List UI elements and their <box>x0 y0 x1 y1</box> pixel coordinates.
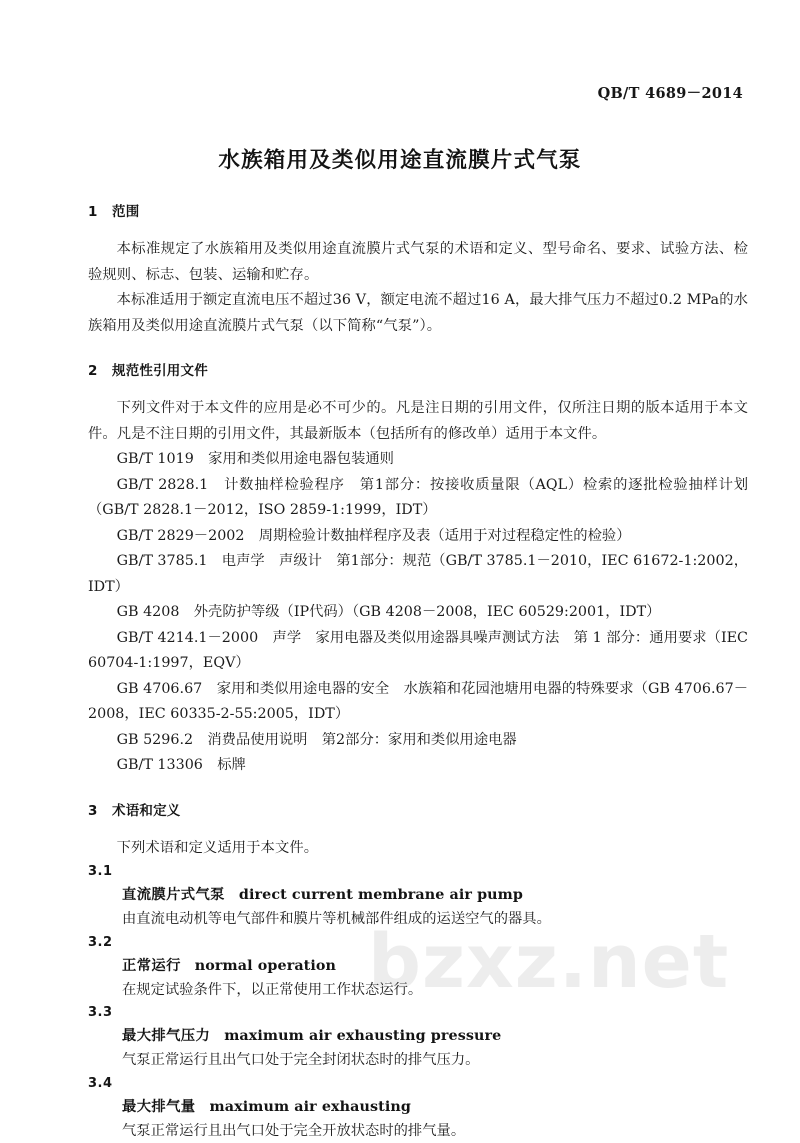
reference-item: GB 4706.67 家用和类似用途电器的安全 水族箱和花园池塘用电器的特殊要求（GB 4706.67－2008，IEC 60335-2-55:2005，IDT） <box>88 677 748 728</box>
page-title: 水族箱用及类似用途直流膜片式气泵 <box>0 143 800 174</box>
reference-item: GB 4208 外壳防护等级（IP代码）（GB 4208－2008，IEC 60529:2001，IDT） <box>88 600 748 626</box>
spacer <box>88 220 748 237</box>
reference-item: GB/T 1019 家用和类似用途电器包装通则 <box>88 447 748 473</box>
reference-item: GB 5296.2 消费品使用说明 第2部分：家用和类似用途电器 <box>88 728 748 754</box>
spacer <box>88 339 748 359</box>
scope-paragraph-1: 本标准规定了水族箱用及类似用途直流膜片式气泵的术语和定义、型号命名、要求、试验方法、检验规则、标志、包装、运输和贮存。 <box>88 237 748 288</box>
section-heading-scope <box>88 200 748 220</box>
term-chinese: 直流膜片式气泵 <box>122 887 225 903</box>
spacer <box>88 779 748 799</box>
term-definition: 由直流电动机等电气部件和膜片等机械部件组成的运送空气的器具。 <box>88 907 748 932</box>
term-english: maximum air exhausting <box>209 1099 411 1115</box>
reference-item: GB/T 2829－2002 周期检验计数抽样程序及表（适用于对过程稳定性的检验） <box>88 524 748 550</box>
document-body <box>88 200 748 1143</box>
standard-code-header: QB/T 4689－2014 <box>598 82 743 103</box>
reference-item: GB/T 13306 标牌 <box>88 753 748 779</box>
section-title-terms: 术语和定义 <box>112 803 181 819</box>
term-chinese: 最大排气压力 <box>122 1028 210 1044</box>
section-number-normative-references: 2 <box>88 363 112 379</box>
section-heading-normative-references <box>88 359 748 379</box>
term-clause-number: 3.2 <box>88 932 748 954</box>
term-definition: 气泵正常运行且出气口处于完全开放状态时的排气量。 <box>88 1119 748 1143</box>
term-title <box>88 1095 748 1119</box>
normative-references-intro: 下列文件对于本文件的应用是必不可少的。凡是注日期的引用文件，仅所注日期的版本适用于本文件。凡是不注日期的引用文件，其最新版本（包括所有的修改单）适用于本文件。 <box>88 396 748 447</box>
term-chinese: 最大排气量 <box>122 1099 195 1115</box>
section-number-scope: 1 <box>88 204 112 220</box>
term-english: maximum air exhausting pressure <box>224 1028 501 1044</box>
term-title <box>88 1024 748 1048</box>
site-watermark: bzxz.net <box>368 925 729 999</box>
term-definition: 气泵正常运行且出气口处于完全封闭状态时的排气压力。 <box>88 1048 748 1073</box>
section-title-normative-references: 规范性引用文件 <box>112 363 208 379</box>
scope-paragraph-2: 本标准适用于额定直流电压不超过36 V，额定电流不超过16 A，最大排气压力不超过0.2 MPa的水族箱用及类似用途直流膜片式气泵（以下简称“气泵”）。 <box>88 288 748 339</box>
term-english: direct current membrane air pump <box>239 887 523 903</box>
reference-item: GB/T 4214.1－2000 声学 家用电器及类似用途器具噪声测试方法 第 1 部分：通用要求（IEC 60704-1:1997，EQV） <box>88 626 748 677</box>
section-heading-terms <box>88 799 748 819</box>
term-chinese: 正常运行 <box>122 958 181 974</box>
reference-item: GB/T 3785.1 电声学 声级计 第1部分：规范（GB/T 3785.1－2010，IEC 61672-1:2002，IDT） <box>88 549 748 600</box>
term-clause-number: 3.3 <box>88 1002 748 1024</box>
term-clause-number: 3.4 <box>88 1073 748 1095</box>
term-clause-number: 3.1 <box>88 861 748 883</box>
term-english: normal operation <box>195 958 336 974</box>
terms-intro: 下列术语和定义适用于本文件。 <box>88 836 748 862</box>
reference-item: GB/T 2828.1 计数抽样检验程序 第1部分：按接收质量限（AQL）检索的逐批检验抽样计划（GB/T 2828.1－2012，ISO 2859-1:1999，IDT） <box>88 473 748 524</box>
spacer <box>88 819 748 836</box>
section-title-scope: 范围 <box>112 204 139 220</box>
spacer <box>88 379 748 396</box>
term-definition: 在规定试验条件下，以正常使用工作状态运行。 <box>88 978 748 1003</box>
section-number-terms: 3 <box>88 803 112 819</box>
term-title <box>88 954 748 978</box>
term-title <box>88 883 748 907</box>
